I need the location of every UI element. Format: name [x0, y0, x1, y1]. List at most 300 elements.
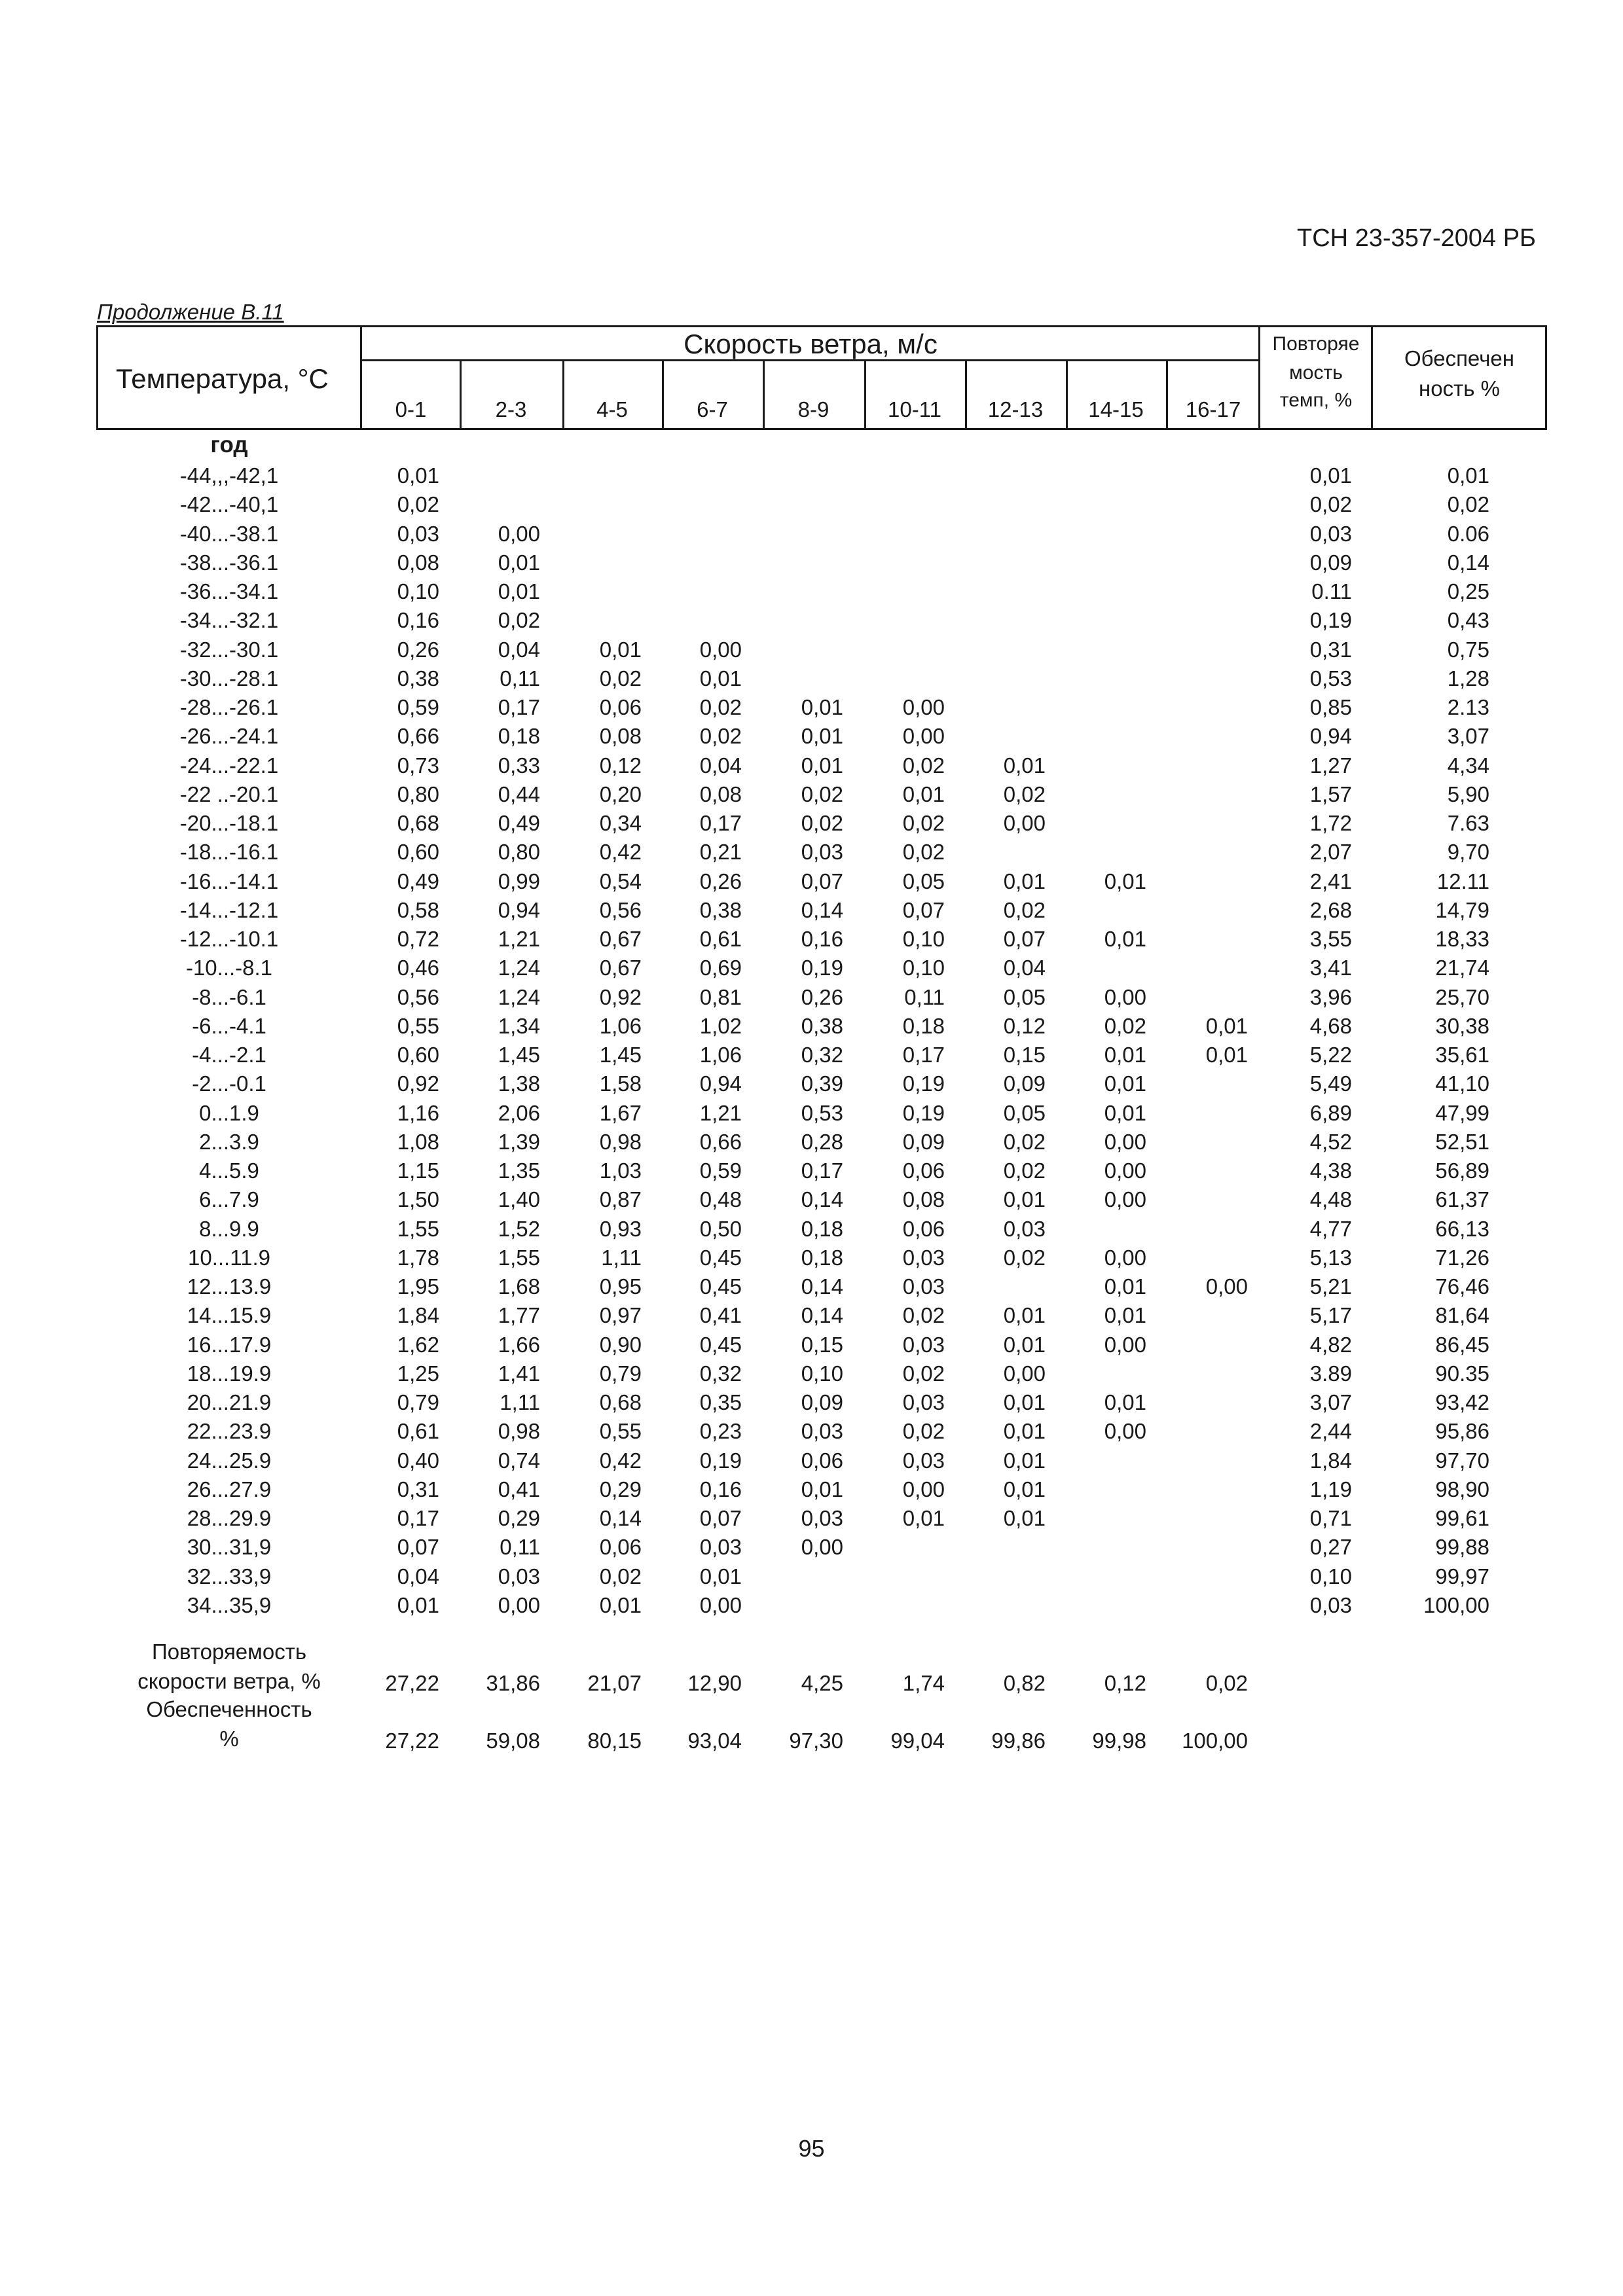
wind-frequency-cell: 0,80 — [498, 840, 540, 865]
page-number: 95 — [798, 2135, 825, 2162]
wind-frequency-cell: 0,02 — [397, 492, 439, 517]
wind-frequency-cell: 0,00 — [1104, 1187, 1146, 1212]
cumulative-frequency-cell: 0,01 — [1447, 463, 1489, 488]
cumulative-frequency-cell: 0,43 — [1447, 608, 1489, 633]
wind-frequency-cell: 0,02 — [699, 695, 742, 719]
frequency-header-line-3: темп, % — [1279, 389, 1353, 411]
wind-frequency-cell: 0,01 — [902, 1506, 945, 1530]
summary-label-line: скорости ветра, % — [137, 1669, 321, 1693]
wind-frequency-cell: 0,07 — [397, 1535, 439, 1560]
temperature-range-cell: 8...9.9 — [199, 1216, 259, 1241]
wind-frequency-cell: 0,00 — [902, 724, 945, 749]
wind-frequency-cell: 0,19 — [902, 1071, 945, 1096]
wind-frequency-cell: 0,53 — [801, 1100, 843, 1125]
wind-speed-bin-label: 16-17 — [1185, 397, 1241, 422]
table-row — [0, 1185, 1623, 1214]
wind-frequency-cell: 1,11 — [500, 1390, 540, 1414]
temperature-range-cell: -34...-32.1 — [179, 608, 279, 633]
wind-frequency-cell: 0,02 — [1003, 897, 1046, 922]
wind-frequency-cell: 0,12 — [1003, 1013, 1046, 1038]
cumulative-frequency-cell: 56,89 — [1435, 1158, 1489, 1183]
table-caption: Продолжение В.11 — [97, 300, 284, 324]
wind-speed-bin-label: 6-7 — [697, 397, 728, 422]
summary-value-cell: 80,15 — [587, 1729, 642, 1753]
table-row — [0, 1359, 1623, 1388]
wind-frequency-cell: 0,00 — [1003, 1361, 1046, 1386]
cumulative-frequency-cell: 18,33 — [1435, 927, 1489, 951]
wind-frequency-cell: 0,07 — [699, 1506, 742, 1530]
wind-frequency-cell: 0,67 — [599, 956, 642, 980]
wind-frequency-cell: 1,40 — [498, 1187, 540, 1212]
wind-frequency-cell: 0,06 — [902, 1158, 945, 1183]
table-row — [0, 1301, 1623, 1330]
temperature-frequency-cell: 6,89 — [1309, 1100, 1352, 1125]
wind-frequency-cell: 1,08 — [397, 1129, 439, 1154]
wind-frequency-cell: 0,00 — [1104, 1245, 1146, 1270]
temperature-range-cell: -22 ..-20.1 — [179, 781, 279, 806]
table-row — [0, 664, 1623, 693]
wind-frequency-cell: 0,72 — [397, 927, 439, 951]
temperature-range-cell: -18...-16.1 — [179, 840, 279, 865]
wind-frequency-cell: 0,67 — [599, 927, 642, 951]
temperature-range-cell: -26...-24.1 — [179, 724, 279, 749]
wind-frequency-cell: 0,45 — [699, 1332, 742, 1357]
temperature-frequency-cell: 0,53 — [1309, 666, 1352, 691]
wind-frequency-cell: 0,94 — [498, 897, 540, 922]
cumulative-frequency-cell: 35,61 — [1435, 1043, 1489, 1067]
summary-value-cell: 4,25 — [801, 1671, 843, 1695]
wind-frequency-cell: 1,67 — [599, 1100, 642, 1125]
summary-label-line: Повторяемость — [151, 1640, 307, 1664]
summary-value-cell: 12,90 — [687, 1671, 742, 1695]
wind-frequency-cell: 0,26 — [801, 984, 843, 1009]
table-row — [0, 1215, 1623, 1244]
wind-frequency-cell: 0,92 — [397, 1071, 439, 1096]
wind-frequency-cell: 0,32 — [801, 1043, 843, 1067]
table-row — [0, 1012, 1623, 1041]
wind-frequency-cell: 0,01 — [1104, 1071, 1146, 1096]
wind-frequency-cell: 0,31 — [397, 1477, 439, 1501]
temperature-frequency-cell: 4,68 — [1309, 1013, 1352, 1038]
wind-frequency-cell: 0,05 — [1003, 984, 1046, 1009]
temperature-range-cell: -32...-30.1 — [179, 637, 279, 662]
wind-frequency-cell: 0,01 — [1104, 1390, 1146, 1414]
table-header — [96, 325, 1547, 430]
temperature-frequency-cell: 0,03 — [1309, 521, 1352, 546]
temperature-range-cell: -10...-8.1 — [185, 956, 273, 980]
wind-frequency-cell: 0,73 — [397, 753, 439, 778]
wind-frequency-cell: 0,02 — [1003, 1129, 1046, 1154]
wind-frequency-cell: 0,93 — [599, 1216, 642, 1241]
cumulative-frequency-cell: 99,88 — [1435, 1535, 1489, 1560]
wind-frequency-cell: 0,01 — [1003, 1303, 1046, 1328]
summary-value-cell: 100,00 — [1182, 1729, 1248, 1753]
wind-frequency-cell: 0,79 — [599, 1361, 642, 1386]
wind-frequency-cell: 0,02 — [1003, 1158, 1046, 1183]
temperature-range-cell: 10...11.9 — [188, 1245, 270, 1270]
temperature-frequency-cell: 4,77 — [1309, 1216, 1352, 1241]
frequency-header-line-1: Повторяе — [1272, 333, 1360, 355]
cumulative-frequency-cell: 100,00 — [1423, 1592, 1489, 1617]
temperature-frequency-cell: 2,44 — [1309, 1419, 1352, 1444]
temperature-frequency-cell: 2,68 — [1309, 897, 1352, 922]
table-row — [0, 636, 1623, 664]
wind-frequency-cell: 0,03 — [902, 1274, 945, 1299]
wind-frequency-cell: 0,02 — [902, 1419, 945, 1444]
temperature-range-cell: -6...-4.1 — [192, 1013, 266, 1038]
wind-frequency-cell: 0,97 — [599, 1303, 642, 1328]
summary-row — [0, 1727, 1623, 1755]
wind-frequency-cell: 0,01 — [1104, 1100, 1146, 1125]
wind-frequency-cell: 0,03 — [902, 1245, 945, 1270]
temperature-range-cell: -40...-38.1 — [179, 521, 279, 546]
table-row — [0, 1331, 1623, 1359]
summary-value-cell: 27,22 — [385, 1729, 439, 1753]
temperature-range-cell: -28...-26.1 — [179, 695, 279, 719]
wind-frequency-cell: 0,56 — [599, 897, 642, 922]
wind-frequency-cell: 0,92 — [599, 984, 642, 1009]
wind-frequency-cell: 0,45 — [699, 1245, 742, 1270]
temperature-frequency-cell: 5,13 — [1309, 1245, 1352, 1270]
temperature-frequency-cell: 3,55 — [1309, 927, 1352, 951]
wind-frequency-cell: 0,01 — [699, 666, 742, 691]
wind-frequency-cell: 0,11 — [500, 666, 540, 691]
wind-frequency-cell: 0,21 — [699, 840, 742, 865]
wind-frequency-cell: 0,94 — [699, 1071, 742, 1096]
wind-frequency-cell: 1,95 — [397, 1274, 439, 1299]
wind-frequency-cell: 0,55 — [397, 1013, 439, 1038]
wind-frequency-cell: 0,01 — [801, 695, 843, 719]
table-row — [0, 838, 1623, 867]
cumulative-frequency-cell: 86,45 — [1435, 1332, 1489, 1357]
wind-frequency-cell: 0,03 — [801, 1506, 843, 1530]
wind-frequency-cell: 0,06 — [801, 1448, 843, 1473]
wind-frequency-cell: 0,16 — [801, 927, 843, 951]
temperature-range-cell: -42...-40,1 — [179, 492, 279, 517]
temperature-frequency-cell: 0,71 — [1309, 1506, 1352, 1530]
cumulative-frequency-cell: 2.13 — [1447, 695, 1489, 719]
temperature-range-cell: 6...7.9 — [199, 1187, 259, 1212]
cumulative-frequency-cell: 90.35 — [1435, 1361, 1489, 1386]
wind-frequency-cell: 0,28 — [801, 1129, 843, 1154]
wind-frequency-cell: 0,59 — [397, 695, 439, 719]
wind-frequency-cell: 0,16 — [699, 1477, 742, 1501]
wind-frequency-cell: 0,01 — [1104, 1303, 1146, 1328]
cumulative-frequency-cell: 0,14 — [1447, 550, 1489, 575]
wind-frequency-cell: 0,02 — [902, 811, 945, 835]
temperature-frequency-cell: 3,96 — [1309, 984, 1352, 1009]
wind-frequency-cell: 0,03 — [801, 1419, 843, 1444]
temperature-range-cell: -14...-12.1 — [179, 897, 279, 922]
summary-value-cell: 31,86 — [486, 1671, 540, 1695]
wind-frequency-cell: 0,02 — [902, 1303, 945, 1328]
temperature-frequency-cell: 0,02 — [1309, 492, 1352, 517]
wind-frequency-cell: 0,01 — [397, 463, 439, 488]
wind-frequency-cell: 0,00 — [1205, 1274, 1248, 1299]
wind-frequency-cell: 0,26 — [397, 637, 439, 662]
wind-frequency-cell: 1,45 — [599, 1043, 642, 1067]
temperature-range-cell: -24...-22.1 — [179, 753, 279, 778]
wind-frequency-cell: 0,32 — [699, 1361, 742, 1386]
temperature-frequency-cell: 0,03 — [1309, 1592, 1352, 1617]
wind-frequency-cell: 0,38 — [397, 666, 439, 691]
cumulative-frequency-cell: 93,42 — [1435, 1390, 1489, 1414]
table-row — [0, 1562, 1623, 1591]
wind-frequency-cell: 1,34 — [498, 1013, 540, 1038]
wind-frequency-cell: 0,01 — [1205, 1013, 1248, 1038]
wind-frequency-cell: 0,03 — [1003, 1216, 1046, 1241]
wind-frequency-cell: 0,01 — [699, 1564, 742, 1588]
wind-frequency-cell: 0,41 — [498, 1477, 540, 1501]
wind-frequency-cell: 0,01 — [1003, 1448, 1046, 1473]
wind-frequency-cell: 0,11 — [904, 984, 945, 1009]
wind-frequency-cell: 1,45 — [498, 1043, 540, 1067]
temperature-range-cell: 32...33,9 — [187, 1564, 272, 1588]
table-row — [0, 954, 1623, 982]
cumulative-header-line-1: Обеспечен — [1404, 346, 1514, 370]
summary-value-cell: 0,12 — [1104, 1671, 1146, 1695]
wind-frequency-cell: 0,06 — [599, 695, 642, 719]
wind-frequency-cell: 0,01 — [902, 781, 945, 806]
wind-frequency-cell: 0,50 — [699, 1216, 742, 1241]
summary-value-cell: 99,86 — [991, 1729, 1046, 1753]
temperature-range-cell: 22...23.9 — [187, 1419, 272, 1444]
wind-frequency-cell: 0,01 — [1003, 1187, 1046, 1212]
wind-frequency-cell: 0,29 — [599, 1477, 642, 1501]
temperature-frequency-cell: 1,27 — [1309, 753, 1352, 778]
header-border-top — [96, 325, 1547, 327]
wind-frequency-cell: 0,68 — [397, 811, 439, 835]
wind-frequency-cell: 0,01 — [498, 550, 540, 575]
cumulative-frequency-cell: 0.06 — [1447, 521, 1489, 546]
summary-label-line: % — [219, 1727, 239, 1751]
summary-value-cell: 21,07 — [587, 1671, 642, 1695]
wind-frequency-cell: 0,16 — [397, 608, 439, 633]
wind-frequency-cell: 0,23 — [699, 1419, 742, 1444]
wind-frequency-cell: 0,01 — [1003, 1390, 1046, 1414]
wind-frequency-cell: 0,00 — [1104, 1419, 1146, 1444]
header-border-bottom — [96, 428, 1547, 430]
temperature-range-cell: 30...31,9 — [187, 1535, 272, 1560]
cumulative-frequency-cell: 97,70 — [1435, 1448, 1489, 1473]
cumulative-frequency-cell: 71,26 — [1435, 1245, 1489, 1270]
temperature-frequency-cell: 2,41 — [1309, 869, 1352, 893]
table-row — [0, 520, 1623, 548]
wind-frequency-cell: 0,03 — [801, 840, 843, 865]
wind-frequency-cell: 0,00 — [498, 1592, 540, 1617]
cumulative-frequency-cell: 95,86 — [1435, 1419, 1489, 1444]
cumulative-frequency-cell: 47,99 — [1435, 1100, 1489, 1125]
table-row — [0, 490, 1623, 519]
wind-frequency-cell: 0,46 — [397, 956, 439, 980]
wind-frequency-cell: 0,79 — [397, 1390, 439, 1414]
wind-frequency-cell: 0,42 — [599, 1448, 642, 1473]
wind-frequency-cell: 0,00 — [1104, 1129, 1146, 1154]
table-row — [0, 548, 1623, 577]
wind-frequency-cell: 0,04 — [699, 753, 742, 778]
wind-frequency-cell: 0,48 — [699, 1187, 742, 1212]
temperature-frequency-cell: 1,19 — [1309, 1477, 1352, 1501]
wind-frequency-cell: 1,50 — [397, 1187, 439, 1212]
temperature-range-cell: 2...3.9 — [199, 1129, 259, 1154]
wind-frequency-cell: 0,38 — [801, 1013, 843, 1038]
wind-frequency-cell: 0,01 — [1104, 1274, 1146, 1299]
wind-frequency-cell: 0,19 — [801, 956, 843, 980]
temperature-range-cell: -16...-14.1 — [179, 869, 279, 893]
table-row — [0, 1272, 1623, 1301]
wind-frequency-cell: 0,60 — [397, 1043, 439, 1067]
wind-frequency-cell: 0,00 — [902, 695, 945, 719]
temperature-frequency-cell: 5,17 — [1309, 1303, 1352, 1328]
cumulative-frequency-cell: 5,90 — [1447, 781, 1489, 806]
temperature-frequency-cell: 5,22 — [1309, 1043, 1352, 1067]
temperature-frequency-cell: 0,85 — [1309, 695, 1352, 719]
wind-frequency-cell: 0,14 — [801, 897, 843, 922]
header-border-left — [96, 325, 98, 430]
temperature-range-cell: 28...29.9 — [187, 1506, 272, 1530]
wind-frequency-cell: 0,02 — [599, 1564, 642, 1588]
wind-frequency-cell: 1,35 — [498, 1158, 540, 1183]
wind-frequency-cell: 0,04 — [1003, 956, 1046, 980]
summary-value-cell: 0,82 — [1003, 1671, 1046, 1695]
wind-frequency-cell: 0,03 — [498, 1564, 540, 1588]
wind-frequency-cell: 0,69 — [699, 956, 742, 980]
wind-frequency-cell: 0,01 — [801, 1477, 843, 1501]
temperature-frequency-cell: 0,94 — [1309, 724, 1352, 749]
table-row — [0, 780, 1623, 809]
temperature-frequency-cell: 1,72 — [1309, 811, 1352, 835]
table-row — [0, 1069, 1623, 1098]
wind-frequency-cell: 1,78 — [397, 1245, 439, 1270]
wind-frequency-cell: 0,40 — [397, 1448, 439, 1473]
table-row — [0, 1388, 1623, 1417]
cumulative-frequency-cell: 0,02 — [1447, 492, 1489, 517]
wind-frequency-cell: 0,26 — [699, 869, 742, 893]
summary-value-cell: 59,08 — [486, 1729, 540, 1753]
wind-frequency-cell: 0,01 — [599, 1592, 642, 1617]
temperature-frequency-cell: 4,48 — [1309, 1187, 1352, 1212]
temperature-range-cell: 14...15.9 — [187, 1303, 272, 1328]
wind-frequency-cell: 0,01 — [1003, 1332, 1046, 1357]
wind-frequency-cell: 0,06 — [599, 1535, 642, 1560]
frequency-header-line-2: мость — [1289, 362, 1343, 384]
wind-frequency-cell: 0,61 — [397, 1419, 439, 1444]
wind-frequency-cell: 0,01 — [801, 753, 843, 778]
wind-frequency-cell: 0,68 — [599, 1390, 642, 1414]
wind-frequency-cell: 0,00 — [1104, 1332, 1146, 1357]
temperature-frequency-cell: 0,27 — [1309, 1535, 1352, 1560]
wind-frequency-cell: 0,15 — [801, 1332, 843, 1357]
cumulative-frequency-cell: 41,10 — [1435, 1071, 1489, 1096]
wind-frequency-cell: 0,20 — [599, 781, 642, 806]
wind-speed-bin-label: 10-11 — [888, 397, 941, 422]
cumulative-frequency-cell: 3,07 — [1447, 724, 1489, 749]
temperature-frequency-cell: 1,84 — [1309, 1448, 1352, 1473]
wind-frequency-cell: 1,25 — [397, 1361, 439, 1386]
table-row — [0, 1099, 1623, 1128]
wind-frequency-cell: 0,74 — [498, 1448, 540, 1473]
wind-frequency-cell: 0,09 — [902, 1129, 945, 1154]
wind-frequency-cell: 0,00 — [1003, 811, 1046, 835]
table-row — [0, 1417, 1623, 1446]
temperature-range-cell: 26...27.9 — [187, 1477, 272, 1501]
wind-frequency-cell: 0,10 — [801, 1361, 843, 1386]
table-row — [0, 1533, 1623, 1562]
wind-frequency-cell: 0,10 — [902, 927, 945, 951]
wind-frequency-cell: 0,95 — [599, 1274, 642, 1299]
wind-frequency-cell: 0,17 — [397, 1506, 439, 1530]
section-label-year: год — [210, 432, 248, 457]
table-row — [0, 896, 1623, 925]
wind-frequency-cell: 1,03 — [599, 1158, 642, 1183]
wind-frequency-cell: 1,24 — [498, 956, 540, 980]
wind-frequency-cell: 0,01 — [1003, 869, 1046, 893]
wind-frequency-cell: 0,90 — [599, 1332, 642, 1357]
wind-frequency-cell: 0,45 — [699, 1274, 742, 1299]
wind-frequency-cell: 1,24 — [498, 984, 540, 1009]
temperature-range-cell: 24...25.9 — [187, 1448, 272, 1473]
wind-frequency-cell: 0,10 — [902, 956, 945, 980]
wind-frequency-cell: 0,14 — [801, 1274, 843, 1299]
wind-frequency-cell: 0,08 — [397, 550, 439, 575]
wind-frequency-cell: 0,33 — [498, 753, 540, 778]
temperature-range-cell: -44,,,-42,1 — [179, 463, 279, 488]
wind-frequency-cell: 0,66 — [397, 724, 439, 749]
temperature-range-cell: 12...13.9 — [187, 1274, 272, 1299]
cumulative-frequency-cell: 14,79 — [1435, 897, 1489, 922]
wind-frequency-cell: 0,41 — [699, 1303, 742, 1328]
cumulative-frequency-cell: 4,34 — [1447, 753, 1489, 778]
temperature-frequency-cell: 0,31 — [1309, 637, 1352, 662]
wind-frequency-cell: 0,05 — [902, 869, 945, 893]
temperature-frequency-cell: 5,49 — [1309, 1071, 1352, 1096]
wind-frequency-cell: 1,16 — [397, 1100, 439, 1125]
temperature-range-cell: -2...-0.1 — [192, 1071, 266, 1096]
wind-frequency-cell: 0,17 — [801, 1158, 843, 1183]
wind-frequency-cell: 0,01 — [599, 637, 642, 662]
wind-frequency-cell: 0,08 — [699, 781, 742, 806]
wind-frequency-cell: 0,01 — [1003, 753, 1046, 778]
wind-frequency-cell: 0,11 — [500, 1535, 540, 1560]
wind-frequency-cell: 0,01 — [1104, 869, 1146, 893]
wind-frequency-cell: 1,11 — [601, 1245, 642, 1270]
temperature-range-cell: -12...-10.1 — [179, 927, 279, 951]
wind-frequency-cell: 0,09 — [1003, 1071, 1046, 1096]
wind-frequency-cell: 1,38 — [498, 1071, 540, 1096]
cumulative-frequency-cell: 0,25 — [1447, 579, 1489, 603]
temperature-frequency-cell: 3,41 — [1309, 956, 1352, 980]
temperature-range-cell: 0...1.9 — [199, 1100, 259, 1125]
temperature-frequency-cell: 5,21 — [1309, 1274, 1352, 1299]
wind-frequency-cell: 1,62 — [397, 1332, 439, 1357]
wind-frequency-cell: 0,06 — [902, 1216, 945, 1241]
cumulative-frequency-cell: 21,74 — [1435, 956, 1489, 980]
temperature-frequency-cell: 3.89 — [1309, 1361, 1352, 1386]
table-row — [0, 606, 1623, 635]
wind-speed-bin-label: 14-15 — [1088, 397, 1144, 422]
wind-frequency-cell: 0,07 — [801, 869, 843, 893]
wind-frequency-cell: 0,17 — [498, 695, 540, 719]
wind-frequency-cell: 0,01 — [1205, 1043, 1248, 1067]
wind-frequency-cell: 0,56 — [397, 984, 439, 1009]
table-row — [0, 1504, 1623, 1533]
wind-frequency-cell: 0,00 — [1104, 984, 1146, 1009]
table-row — [0, 1244, 1623, 1272]
wind-frequency-cell: 0,09 — [801, 1390, 843, 1414]
wind-frequency-cell: 1,41 — [498, 1361, 540, 1386]
wind-frequency-cell: 0,18 — [801, 1245, 843, 1270]
wind-frequency-cell: 0,19 — [699, 1448, 742, 1473]
